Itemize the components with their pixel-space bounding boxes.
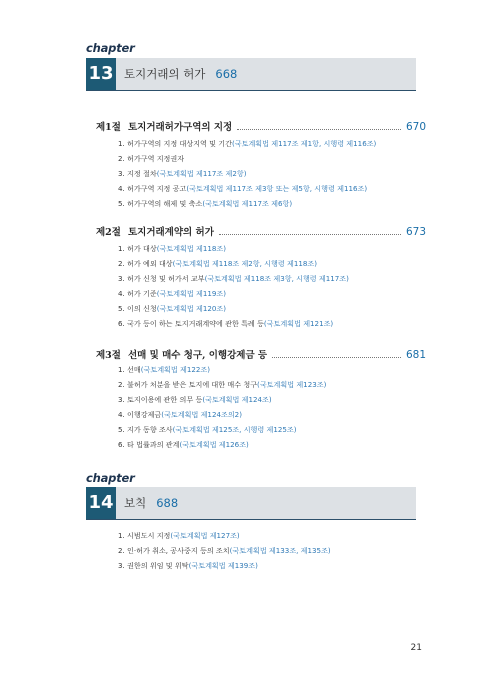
toc-item[interactable] [118,304,226,314]
leader-dots [237,129,401,130]
item-reference: (국토계획법 제121조) [263,319,334,328]
section-title: 토지거래계약의 허가 [127,227,214,238]
item-text: 3. 토지이용에 관한 의무 등 [118,395,203,404]
item-text: 3. 허가 신청 및 허가서 교부 [118,274,205,283]
chapter-label: chapter [86,41,135,55]
toc-item[interactable] [118,365,210,375]
section-page: 670 [405,121,426,133]
item-reference: (국토계획법 제117조 제1항, 시행령 제116조) [231,139,377,148]
toc-item[interactable] [118,244,226,254]
toc-item[interactable] [118,199,292,209]
item-text: 4. 이행강제금 [118,410,162,419]
section-title: 토지거래허가구역의 지정 [127,122,233,133]
item-reference: (국토계획법 제126조) [179,440,249,449]
leader-dots [219,234,401,235]
item-text: 2. 허가구역 지정권자 [118,154,185,163]
item-text: 1. 허가구역의 지정 대상지역 및 기간 [118,139,232,148]
toc-item[interactable] [118,410,242,420]
toc-item[interactable] [118,531,240,541]
item-text: 3. 지정 절차 [118,169,157,178]
item-reference: (국토계획법 제119조) [156,289,227,298]
toc-item[interactable] [118,184,367,194]
leader-dots [272,357,401,358]
toc-item[interactable] [118,154,184,164]
item-text: 3. 권한의 위임 및 위탁 [118,561,189,570]
item-text: 5. 지가 동향 조사 [118,425,173,434]
item-text: 2. 불허가 처분을 받은 토지에 대한 매수 청구 [118,380,258,389]
chapter-label: chapter [86,471,135,485]
chapter-title-text: 토지거래의 허가 [124,67,206,81]
chapter-page: 668 [215,67,238,81]
toc-section-1[interactable] [96,117,426,133]
item-text: 6. 타 법률과의 관계 [118,440,180,449]
item-reference: (국토계획법 제118조) [156,244,227,253]
item-text: 5. 이의 신청 [118,304,157,313]
item-reference: (국토계획법 제118조 제2항, 시행령 제118조) [172,259,317,268]
item-reference: (국토계획법 제117조 제2항) [156,169,247,178]
item-text: 1. 시범도시 지정 [118,531,171,540]
chapter-rule [86,90,416,91]
section-number: 제2절 [96,227,121,238]
section-number: 제1절 [96,122,121,133]
item-text: 2. 인·허가 취소, 공사중지 등의 조치 [118,546,230,555]
page-number: 21 [410,643,422,653]
section-title: 선매 및 매수 청구, 이행강제금 등 [127,350,268,361]
toc-item[interactable] [118,319,333,329]
chapter-title-text: 보칙 [124,496,147,510]
item-text: 5. 허가구역의 해제 및 축소 [118,199,203,208]
item-reference: (국토계획법 제124조의2) [161,410,242,419]
item-reference: (국토계획법 제127조) [170,531,240,540]
item-text: 4. 허가구역 지정 공고 [118,184,187,193]
toc-item[interactable] [118,274,349,284]
toc-item[interactable] [118,395,272,405]
section-number: 제3절 [96,350,121,361]
toc-item[interactable] [118,139,376,149]
chapter-rule [86,519,416,520]
section-page: 681 [405,349,426,361]
chapter-page: 688 [156,496,179,510]
toc-section-3[interactable] [96,345,426,361]
item-reference: (국토계획법 제117조 제6항) [202,199,293,208]
toc-item[interactable] [118,259,317,269]
item-reference: (국토계획법 제124조) [202,395,272,404]
item-reference: (국토계획법 제122조) [140,365,211,374]
item-reference: (국토계획법 제120조) [156,304,227,313]
toc-item[interactable] [118,561,258,571]
item-text: 1. 허가 대상 [118,244,157,253]
toc-item[interactable] [118,425,297,435]
item-reference: (국토계획법 제125조, 시행령 제125조) [172,425,297,434]
toc-item[interactable] [118,380,326,390]
toc-item[interactable] [118,546,331,556]
item-reference: (국토계획법 제117조 제3항 또는 제5항, 시행령 제116조) [186,184,368,193]
section-page: 673 [405,226,426,238]
chapter-number-box: 14 [86,487,116,519]
toc-section-2[interactable] [96,222,426,238]
item-reference: (국토계획법 제139조) [188,561,258,570]
item-text: 2. 허가 예외 대상 [118,259,173,268]
chapter-title [124,487,178,519]
toc-item[interactable] [118,289,226,299]
chapter-title [124,58,237,90]
item-reference: (국토계획법 제133조, 제135조) [229,546,331,555]
toc-item[interactable] [118,169,246,179]
chapter-number-box: 13 [86,58,116,90]
item-text: 4. 허가 기준 [118,289,157,298]
toc-item[interactable] [118,440,249,450]
chapter-title-bar [86,58,416,90]
item-text: 6. 국가 등이 하는 토지거래계약에 관한 특례 등 [118,319,264,328]
item-reference: (국토계획법 제118조 제3항, 시행령 제117조) [204,274,349,283]
item-reference: (국토계획법 제123조) [257,380,327,389]
chapter-title-bar [86,487,416,519]
item-text: 1. 선매 [118,365,141,374]
